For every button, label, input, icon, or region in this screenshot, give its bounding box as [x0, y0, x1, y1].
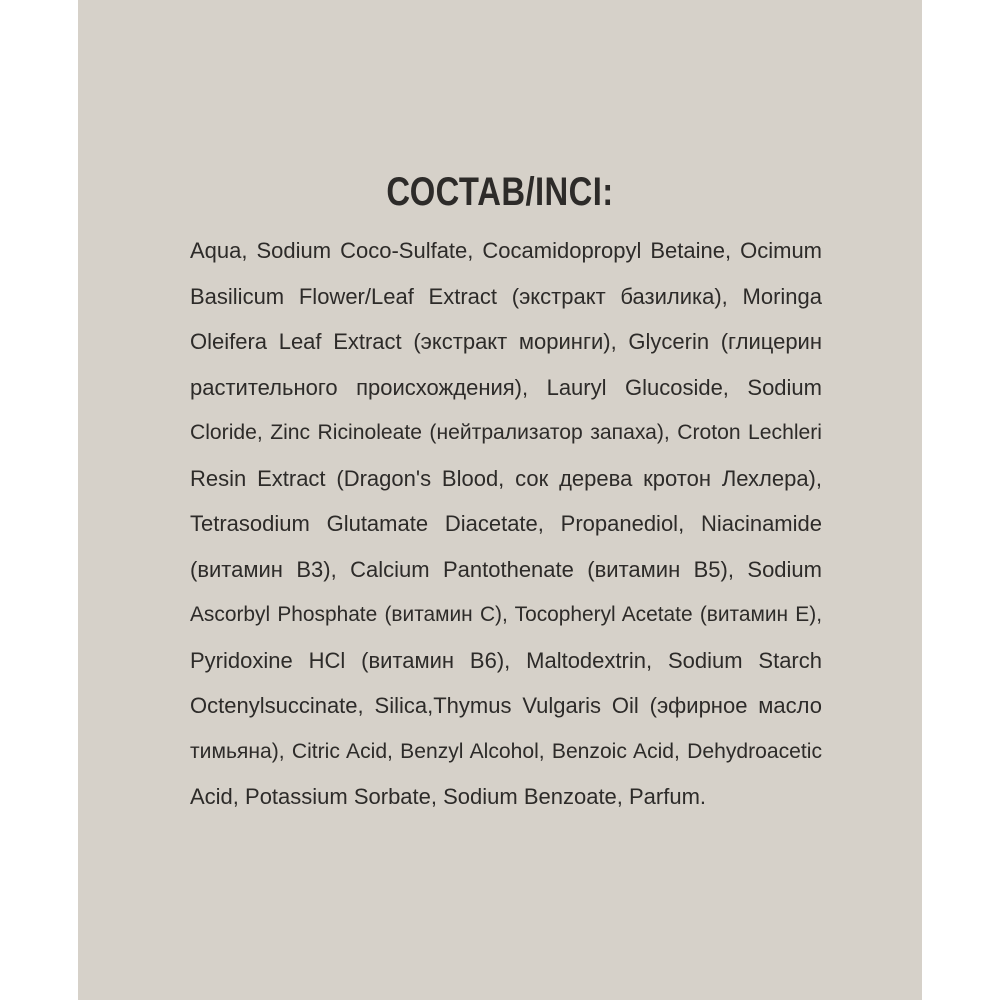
- ingredients-line: Resin Extract (Dragon's Blood, сок дерева кротон Лехлера),: [190, 465, 822, 491]
- ingredients-line: Oleifera Leaf Extract (экстракт моринги), Glycerin (глицерин: [190, 329, 822, 354]
- ingredients-line: Pyridoxine HCl (витамин B6), Maltodextrin, Sodium Starch: [190, 647, 822, 673]
- ingredients-line: тимьяна), Citric Acid, Benzyl Alcohol, Benzoic Acid, Dehydroacetic: [190, 739, 822, 763]
- ingredients-line: (витамин B3), Calcium Pantothenate (витамин B5), Sodium: [190, 556, 822, 582]
- ingredients-line: Ascorbyl Phosphate (витамин C), Tocopheryl Acetate (витамин E),: [190, 603, 822, 626]
- composition-title: СОСТАВ/INCI:: [386, 170, 614, 214]
- ingredients-line: Octenylsuccinate, Silica,Thymus Vulgaris Oil (эфирное масло: [190, 693, 822, 718]
- ingredients-line: Cloride, Zinc Ricinoleate (нейтрализатор запаха), Croton Lechleri: [190, 421, 822, 444]
- ingredients-line: Aqua, Sodium Coco-Sulfate, Cocamidopropyl Betaine, Ocimum: [190, 238, 822, 263]
- ingredients-line: Tetrasodium Glutamate Diacetate, Propanediol, Niacinamide: [190, 511, 822, 536]
- ingredients-list: [190, 228, 822, 820]
- ingredients-line: Acid, Potassium Sorbate, Sodium Benzoate, Parfum.: [190, 784, 707, 809]
- ingredients-line: растительного происхождения), Lauryl Glucoside, Sodium: [190, 374, 822, 400]
- ingredients-line: Basilicum Flower/Leaf Extract (экстракт базилика), Moringa: [190, 283, 822, 309]
